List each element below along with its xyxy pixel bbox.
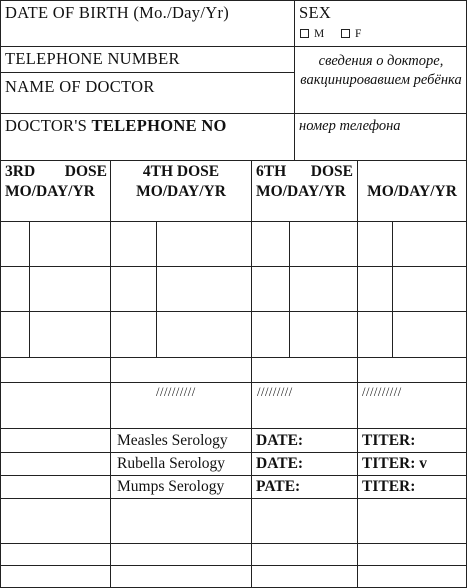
row-line-11 [0,565,467,566]
col-divider-1 [110,160,111,588]
row-line-2 [0,266,467,267]
slash-mark-4th: ////////// [156,385,196,399]
dose-3rd-date-format: MO/DAY/YR [5,183,95,200]
row-line-5 [0,382,467,383]
dose-header-6th-line [256,162,353,182]
doctor-info-russian-note: сведения о докторе, вакцинировавшем ребёнка [300,53,462,88]
telephone-number-label: TELEPHONE NUMBER [5,49,180,68]
col-divider-3 [357,160,358,588]
sex-option-female-label: F [355,28,362,40]
dose-4th-label: 4TH DOSE [142,163,220,180]
doctor-telephone-label-prefix: DOCTOR'S [5,116,92,135]
slash-mark-additional: ////////// [362,385,402,399]
male-checkbox[interactable] [300,29,309,38]
measles-titer-label: TITER: [362,432,416,449]
doctor-telephone-label [5,118,227,135]
col-divider-2 [251,160,252,588]
dose-header-3rd [5,162,107,202]
dose-6th-date-format: MO/DAY/YR [256,183,346,200]
rubella-date-label: DATE: [256,455,304,472]
row-line-3 [0,311,467,312]
divider-dob [0,46,467,47]
mumps-titer-label: TITER: [362,478,416,495]
date-of-birth-label: DATE OF BIRTH (Mo./Day/Yr) [5,3,230,22]
dose-6th-number: 6TH [256,163,287,180]
mumps-serology-label: Mumps Serology [117,478,225,495]
row-line-8 [0,475,467,476]
date-of-birth-input[interactable] [4,24,290,44]
row-line-4 [0,357,467,358]
sex-option-male[interactable] [300,29,324,41]
sex-option-male-label: M [314,28,325,40]
sex-label: SEX [299,3,332,22]
divider-doctor-name [0,113,467,114]
row-line-10 [0,543,467,544]
mumps-date-label: PATE: [256,478,301,495]
dose-additional-date-format: MO/DAY/YR [367,183,457,200]
subcol-divider-2 [156,221,157,357]
row-line-header [0,221,467,222]
doctor-name-label: NAME OF DOCTOR [5,77,155,96]
dose-3rd-number: 3RD [5,163,36,180]
row-line-6 [0,428,467,429]
telephone-number-input[interactable] [200,50,290,70]
female-checkbox[interactable] [341,29,350,38]
doctor-name-input[interactable] [4,94,290,112]
subcol-divider-1 [29,221,30,357]
measles-date-label: DATE: [256,432,304,449]
slash-mark-6th: ///////// [257,385,293,399]
dose-header-additional [359,182,465,202]
dose-header-3rd-line [5,162,107,182]
doctor-telephone-input[interactable] [4,138,290,158]
row-line-7 [0,452,467,453]
sex-option-female[interactable] [341,29,361,41]
subcol-divider-4 [392,221,393,357]
doctor-phone-russian-note: номер телефона [299,118,401,134]
dose-6th-word: DOSE [310,163,353,180]
row-line-9 [0,498,467,499]
dose-header-6th [256,162,353,202]
rubella-titer-label: TITER: v [362,455,428,472]
rubella-serology-label: Rubella Serology [117,455,226,472]
dose-3rd-word: DOSE [64,163,107,180]
top-column-divider [294,0,295,160]
dose-header-4th [113,162,249,202]
dose-4th-date-format: MO/DAY/YR [136,183,226,200]
divider-top-section [0,160,467,161]
divider-telephone [0,72,294,73]
doctor-telephone-label-bold: TELEPHONE NO [91,116,227,135]
measles-serology-label: Measles Serology [117,432,228,449]
subcol-divider-3 [289,221,290,357]
